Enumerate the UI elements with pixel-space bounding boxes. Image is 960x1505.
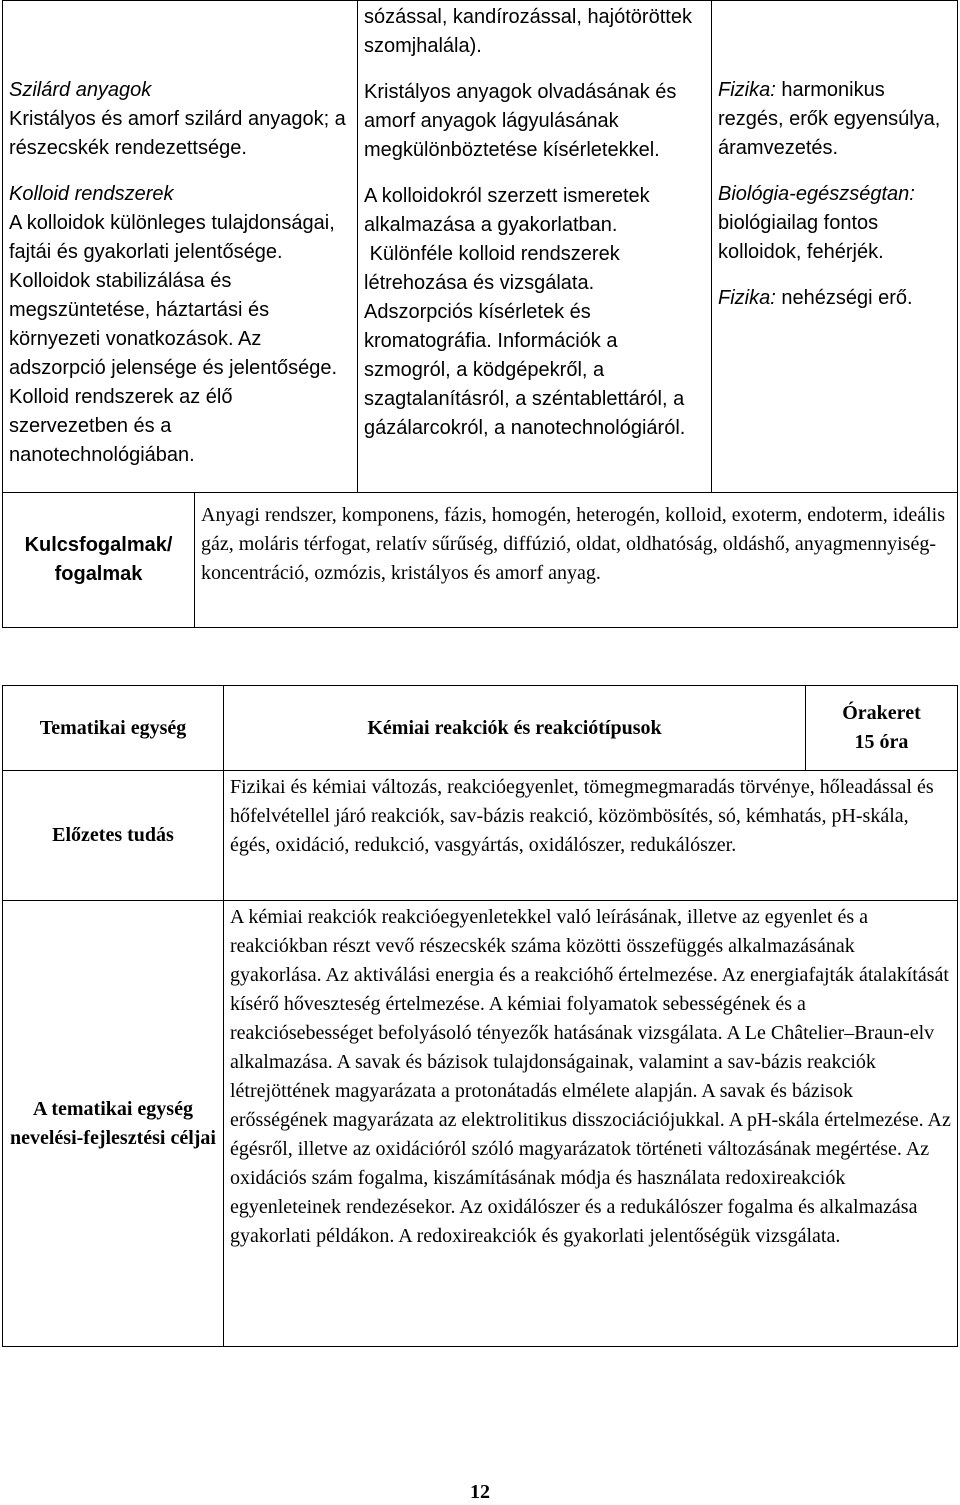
- connection-text: nehézségi erő.: [775, 287, 913, 309]
- curriculum-table-upper: [2, 0, 958, 628]
- topics-cell: [3, 1, 358, 493]
- activity-text-4: Adszorpciós kísérletek és kromatográfia. Információk a szmogról, a ködgépekről, a szagtalanításról, a széntablettáról, a gázálarcokról, a nanotechnológiáról.: [364, 301, 686, 439]
- page-number: 12: [470, 1481, 490, 1503]
- connection-physics-1: [718, 76, 951, 163]
- activity-text-2: A kolloidokról szerzett ismeretek alkalmazása a gyakorlatban.: [364, 185, 650, 236]
- subject-label: Biológia-egészségtan:: [718, 183, 915, 205]
- topic-text-solids: Kristályos és amorf szilárd anyagok; a részecskék rendezettsége.: [9, 108, 346, 159]
- goals-text: A kémiai reakciók reakcióegyenletekkel való leírásának, illetve az egyenlet és a reakciókban részt vevő részecskék száma közötti összefüggés alkalmazásának gyakorlása. Az aktiválási energia és a reakcióhő értelmezése. Az energiafajták átalakítását kísérő hőveszteség értelmezése. A kémiai folyamatok sebességének és a reakciósebességet befolyásoló tényezők hatásának vizsgálata. A Le Châtelier–Braun-elv alkalmazása. A savak és bázisok tulajdonságainak, valamint a sav-bázis reakciók létrejöttének magyarázata a protonátadás elmélete alapján. A savak és bázisok erősségének magyarázata az elektrolitikus disszociációjukkal. A pH-skála értelmezése. Az égésről, illetve az oxidációról szóló magyarázatok történeti változásának megértése. Az oxidációs szám fogalma, kiszámításának módja és használata redoxireakciók egyenleteinek rendezésekor. Az oxidálószer és a redukálószer fogalma és alkalmazása gyakorlati példákon. A redoxireakciók és gyakorlati jelentőségük vizsgálata.: [224, 901, 958, 1347]
- prior-knowledge-row: [3, 771, 958, 901]
- hours-label: Órakeret: [842, 702, 921, 724]
- prior-knowledge-label: Előzetes tudás: [3, 771, 224, 901]
- prior-knowledge-text: Fizikai és kémiai változás, reakcióegyenlet, tömegmegmaradás törvénye, hőleadással és hőfelvétellel járó reakciók, sav-bázis reakció, közömbösítés, só, kémhatás, pH-skála, égés, oxidáció, redukció, vasgyártás, oxidálószer, redukálószer.: [224, 771, 958, 901]
- goals-label: A tematikai egység nevelési-fejlesztési céljai: [3, 901, 224, 1347]
- activity-text-0: sózással, kandírozással, hajótöröttek szomjhalála).: [364, 6, 692, 57]
- topic-text-colloids: A kolloidok különleges tulajdonságai, fajtái és gyakorlati jelentősége. Kolloidok stabilizálása és megszüntetése, háztartási és környezeti vonatkozások. Az adszorpció jelensége és jelentősége. Kolloid rendszerek az élő szervezetben és a nanotechnológiában.: [9, 212, 337, 466]
- goals-row: [3, 901, 958, 1347]
- activity-text-1: Kristályos anyagok olvadásának és amorf anyagok lágyulásának megkülönböztetése kísérletekkel.: [364, 81, 677, 161]
- activities-cell: [358, 1, 712, 493]
- unit-title: Kémiai reakciók és reakciótípusok: [224, 686, 806, 771]
- curriculum-table-lower: [2, 685, 958, 1347]
- keywords-label: Kulcsfogalmak/ fogalmak: [3, 493, 195, 628]
- connection-text: biológiailag fontos kolloidok, fehérjék.: [718, 212, 884, 263]
- content-row: [3, 1, 958, 493]
- subject-label: Fizika:: [718, 287, 776, 309]
- connection-biology: [718, 180, 951, 267]
- connections-cell: [712, 1, 958, 493]
- header-row: [3, 686, 958, 771]
- hours-value: 15 óra: [854, 731, 909, 753]
- unit-label: Tematikai egység: [3, 686, 224, 771]
- subject-label: Fizika:: [718, 79, 776, 101]
- connection-physics-2: [718, 284, 951, 313]
- connection-text: harmonikus rezgés, erők egyensúlya, áramvezetés.: [718, 79, 941, 159]
- keywords-text: Anyagi rendszer, komponens, fázis, homogén, heterogén, kolloid, exoterm, endoterm, ideális gáz, moláris térfogat, relatív sűrűség, diffúzió, oldat, oldhatóság, oldáshő, anyagmennyiség-koncentráció, ozmózis, kristályos és amorf anyag.: [195, 493, 958, 628]
- keywords-row: [3, 493, 958, 628]
- activity-text-3: Különféle kolloid rendszerek létrehozása és vizsgálata.: [364, 243, 626, 294]
- topic-title-solids: Szilárd anyagok: [9, 79, 152, 101]
- topic-title-colloids: Kolloid rendszerek: [9, 183, 174, 205]
- hours-cell: [806, 686, 958, 771]
